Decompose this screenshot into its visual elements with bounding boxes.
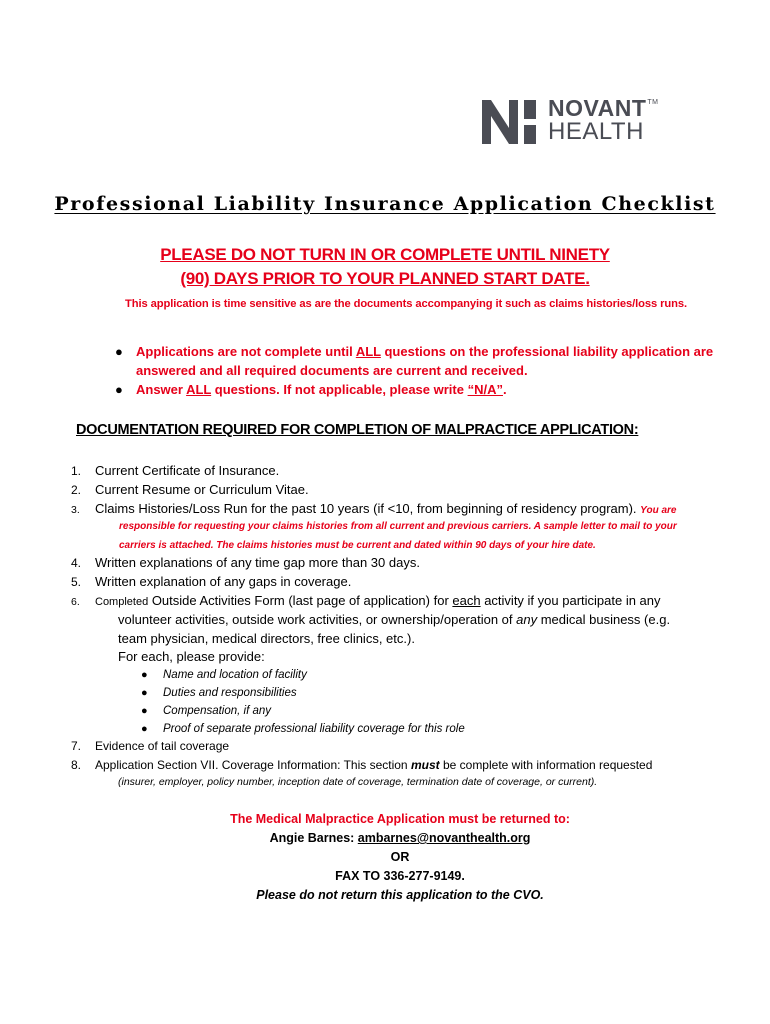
bullet-icon: ● <box>141 705 148 717</box>
bullet-icon: ● <box>141 669 148 681</box>
return-or: OR <box>390 850 410 864</box>
return-heading: The Medical Malpractice Application must be returned to: <box>230 812 570 826</box>
requirement-item: ● Answer ALL questions. If not applicable, please write “N/A”. <box>115 382 507 397</box>
return-fax: FAX TO 336-277-9149. <box>335 869 465 883</box>
bullet-icon: ● <box>141 723 148 735</box>
list-item: ● Compensation, if any <box>163 702 465 720</box>
contact-email-link[interactable]: ambarnes@novanthealth.org <box>357 831 531 845</box>
logo-line1: NOVANT <box>548 95 647 121</box>
list-item-continuation: For each, please provide: <box>118 649 265 664</box>
logo-trademark: TM <box>647 99 659 106</box>
bullet-icon: ● <box>141 687 148 699</box>
list-item: 4. Written explanations of any time gap more than 30 days. <box>71 555 420 570</box>
requirement-item: ● Applications are not complete until ALL questions on the professional liability application are answered and all required documents are current and received. <box>115 344 714 378</box>
list-item: 3. Claims Histories/Loss Run for the past 10 years (if <10, from beginning of residency program). You are <box>71 501 677 516</box>
warning-line-1: PLEASE DO NOT TURN IN OR COMPLETE UNTIL NINETY <box>160 245 610 264</box>
list-item-continuation: team physician, medical directors, free clinics, etc.). <box>118 631 415 646</box>
claims-instructions-line: responsible for requesting your claims histories from all current and previous carriers. A sample letter to mail to your <box>119 521 677 532</box>
claims-instructions-line: carriers is attached. The claims histories must be current and dated within 90 days of your hire date. <box>119 540 596 551</box>
list-item: 1. Current Certificate of Insurance. <box>71 463 280 478</box>
cvo-note: Please do not return this application to the CVO. <box>256 888 544 902</box>
provide-details-list <box>141 666 465 738</box>
return-contact: Angie Barnes: ambarnes@novanthealth.org <box>269 831 531 845</box>
logo-line2: HEALTH <box>548 118 644 145</box>
coverage-info-note: (insurer, employer, policy number, inception date of coverage, termination date of coverage, or current). <box>118 776 598 788</box>
list-item: ● Duties and responsibilities <box>163 684 465 702</box>
requirements-list <box>115 342 736 399</box>
list-item-continuation: volunteer activities, outside work activities, or ownership/operation of any medical business (e.g. <box>118 612 671 627</box>
list-item: ● Name and location of facility <box>163 666 465 684</box>
bullet-icon: ● <box>115 344 123 359</box>
list-item: 2. Current Resume or Curriculum Vitae. <box>71 482 309 497</box>
documentation-heading: DOCUMENTATION REQUIRED FOR COMPLETION OF MALPRACTICE APPLICATION: <box>76 422 639 438</box>
novant-health-logo <box>482 95 702 148</box>
list-item: 8. Application Section VII. Coverage Information: This section must be complete with information requested <box>71 758 653 772</box>
warning-line-2: (90) DAYS PRIOR TO YOUR PLANNED START DATE. <box>180 269 590 288</box>
page-title: Professional Liability Insurance Application Checklist <box>54 193 716 215</box>
time-sensitive-note: This application is time sensitive as are the documents accompanying it such as claims histories/loss runs. <box>125 298 687 310</box>
novant-logo-icon <box>482 98 538 146</box>
list-item: 6. Completed Outside Activities Form (last page of application) for each activity if you participate in any <box>71 593 661 608</box>
list-item: 7. Evidence of tail coverage <box>71 739 230 753</box>
logo-wordmark <box>548 97 659 143</box>
warning-banner <box>0 243 770 291</box>
list-item: ● Proof of separate professional liability coverage for this role <box>163 720 465 738</box>
bullet-icon: ● <box>115 382 123 397</box>
list-item: 5. Written explanation of any gaps in coverage. <box>71 574 352 589</box>
